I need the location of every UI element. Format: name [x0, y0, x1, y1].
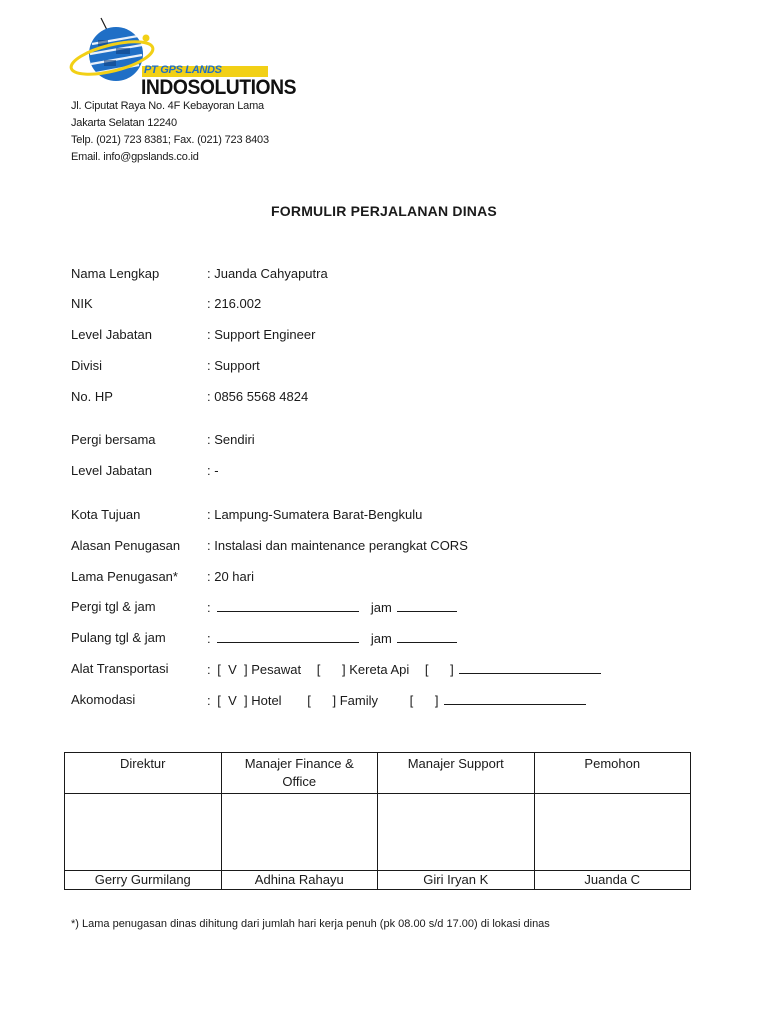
address-line: Jl. Ciputat Raya No. 4F Kebayoran Lama [71, 100, 264, 112]
jam-label: jam [370, 600, 392, 615]
checkbox-pesawat[interactable]: [ V ] [217, 662, 248, 677]
field-label: Pergi tgl & jam [71, 599, 156, 614]
field-value [207, 691, 586, 710]
signature-header-row [65, 753, 691, 794]
signer-name: Gerry Gurmilang [65, 871, 222, 890]
checkbox-kereta-api[interactable]: [ ] [316, 662, 346, 677]
option-label: Family [339, 693, 379, 708]
company-logo [68, 14, 297, 102]
field-label: Divisi [71, 358, 103, 373]
company-name-bottom: INDOSOLUTIONS [141, 76, 297, 99]
checkbox-other[interactable]: [ ] [409, 693, 439, 708]
phone-fax-line: Telp. (021) 723 8381; Fax. (021) 723 8403 [71, 134, 269, 146]
field-value: : Lampung-Sumatera Barat-Bengkulu [207, 507, 423, 522]
address-line: Jakarta Selatan 12240 [71, 117, 177, 129]
field-value: : 216.002 [207, 296, 262, 311]
field-label: Level Jabatan [71, 463, 152, 478]
signature-space-row [65, 794, 691, 871]
field-label: Level Jabatan [71, 327, 152, 342]
signature-name-row [65, 871, 691, 890]
signature-box[interactable] [221, 794, 378, 871]
field-value: : Support [207, 358, 260, 373]
field-value: : 20 hari [207, 569, 254, 584]
footnote: *) Lama penugasan dinas dihitung dari jumlah hari kerja penuh (pk 08.00 s/d 17.00) di lokasi dinas [71, 918, 550, 930]
colon: : [207, 631, 211, 646]
other-blank-input[interactable] [444, 691, 586, 705]
colon: : [207, 600, 211, 615]
field-value: : 0856 5568 4824 [207, 389, 309, 404]
time-blank-input[interactable] [397, 598, 457, 612]
colon: : [207, 662, 211, 677]
field-value: : Sendiri [207, 432, 255, 447]
field-value [207, 598, 457, 617]
field-value: : Support Engineer [207, 327, 316, 342]
signer-name: Giri Iryan K [378, 871, 535, 890]
header-manajer-finance: Manajer Finance & Office [221, 753, 378, 794]
checkbox-hotel[interactable]: [ V ] [217, 693, 248, 708]
signature-box[interactable] [65, 794, 222, 871]
signer-name: Adhina Rahayu [221, 871, 378, 890]
signature-table [64, 752, 691, 890]
field-label: Akomodasi [71, 692, 136, 707]
checkbox-other[interactable]: [ ] [424, 662, 454, 677]
field-label: Alasan Penugasan [71, 538, 181, 553]
field-value: : Instalasi dan maintenance perangkat CORS [207, 538, 468, 553]
option-label: Hotel [251, 693, 282, 708]
field-label: Lama Penugasan* [71, 569, 178, 584]
field-label: Alat Transportasi [71, 661, 169, 676]
email-line: Email. info@gpslands.co.id [71, 151, 199, 163]
field-label: Pergi bersama [71, 432, 156, 447]
option-label: Pesawat [251, 662, 302, 677]
field-label: No. HP [71, 389, 113, 404]
form-title: FORMULIR PERJALANAN DINAS [271, 203, 497, 219]
field-label: Kota Tujuan [71, 507, 141, 522]
colon: : [207, 693, 211, 708]
company-name-top: PT GPS LANDS [144, 64, 222, 76]
date-blank-input[interactable] [217, 598, 359, 612]
header-direktur: Direktur [65, 753, 222, 794]
company-address [71, 98, 269, 166]
field-label: Nama Lengkap [71, 266, 160, 281]
field-value: : Juanda Cahyaputra [207, 266, 328, 281]
field-value: : - [207, 463, 219, 478]
other-blank-input[interactable] [459, 660, 601, 674]
date-blank-input[interactable] [217, 629, 359, 643]
header-manajer-support: Manajer Support [378, 753, 535, 794]
time-blank-input[interactable] [397, 629, 457, 643]
signer-name: Juanda C [534, 871, 691, 890]
header-pemohon: Pemohon [534, 753, 691, 794]
field-label: Pulang tgl & jam [71, 630, 166, 645]
option-label: Kereta Api [349, 662, 410, 677]
field-value [207, 629, 457, 648]
signature-box[interactable] [534, 794, 691, 871]
checkbox-family[interactable]: [ ] [307, 693, 337, 708]
signature-box[interactable] [378, 794, 535, 871]
field-label: NIK [71, 296, 93, 311]
jam-label: jam [370, 631, 392, 646]
field-value [207, 660, 601, 679]
